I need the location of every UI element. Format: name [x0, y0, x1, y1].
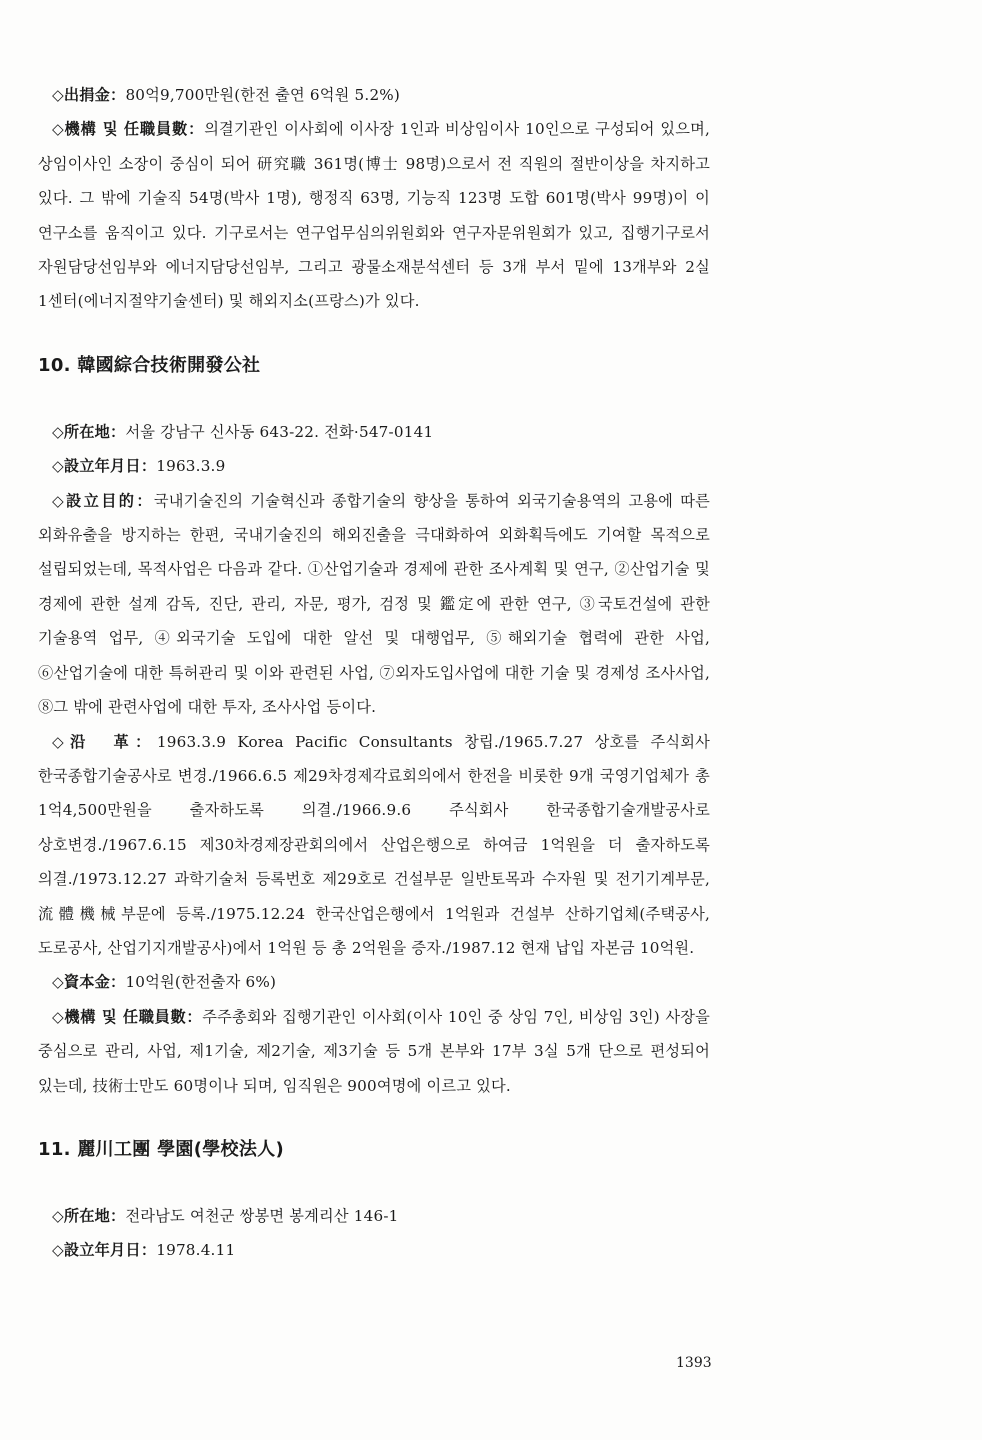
purpose-text: 국내기술진의 기술혁신과 종합기술의 향상을 통하여 외국기술용역의 고용에 따른 외화유출을 방지하는 한편, 국내기술진의 해외진출을 극대화하여 외화획득에도 기여할 목적으로 설립되었는데, 목적사업은 다음과 같다. ①산업기술과 경제에 관한 조사계획 및 연구, ②산업기술 및 경제에 관한 설계 감독, 진단, 관리, 자문, 평가, 검정 및 鑑定에 관한 연구, ③국토건설에 관한 기술용역 업무, ④외국기술 도입에 대한 알선 및 대행업무, ⑤해외기술 협력에 관한 사업, ⑥산업기술에 대한 특허관리 및 이와 관련된 사업, ⑦외자도입사업에 대한 기술 및 경제성 조사사업, ⑧그 밖에 관련사업에 대한 투자, 조사사업 등이다.	[38, 491, 710, 717]
location-paragraph-s11	[38, 1199, 710, 1233]
history-label: ◇沿 革：	[52, 732, 157, 751]
contribution-paragraph	[38, 78, 710, 112]
contribution-text: 80억9,700만원(한전 출연 6억원 5.2%)	[125, 86, 401, 104]
capital-label: ◇資本金：	[52, 973, 126, 992]
location-label-s11: ◇所在地：	[52, 1206, 126, 1225]
location-text-s11: 전라남도 여천군 쌍봉면 봉계리산 146-1	[125, 1206, 399, 1225]
location-text-s10: 서울 강남구 신사동 643-22. 전화·547-0141	[125, 422, 434, 441]
established-paragraph-s11	[38, 1233, 710, 1267]
organization-label-s10: ◇機構 및 任職員數：	[52, 1007, 203, 1026]
organization-text-s10: 주주총회와 집행기관인 이사회(이사 10인 중 상임 7인, 비상임 3인) 사장을 중심으로 관리, 사업, 제1기술, 제2기술, 제3기술 등 5개 본부와 17부 3실 5개 단으로 편성되어 있는데, 技術士만도 60명이나 되며, 임직원은 900여명에 이르고 있다.	[38, 1007, 710, 1095]
purpose-paragraph	[38, 484, 710, 725]
capital-paragraph	[38, 965, 710, 999]
organization-paragraph-s9	[38, 112, 710, 318]
section-11-title: 11. 麗川工團 學園(學校法人)	[38, 1138, 284, 1160]
organization-label-s9: ◇機構 및 任職員數：	[52, 120, 205, 139]
page-content	[38, 78, 710, 1268]
established-label-s11: ◇設立年月日：	[52, 1241, 157, 1260]
section-10-title: 10. 韓國綜合技術開發公社	[38, 354, 261, 376]
location-label-s10: ◇所在地：	[52, 422, 126, 441]
capital-text: 10억원(한전출자 6%)	[125, 973, 277, 992]
established-label-s10: ◇設立年月日：	[52, 457, 157, 476]
established-text-s10: 1963.3.9	[156, 457, 226, 476]
contribution-label: ◇出捐金：	[52, 86, 126, 104]
purpose-label: ◇設立目的：	[52, 491, 154, 510]
organization-paragraph-s10	[38, 1000, 710, 1103]
history-text: 1963.3.9 Korea Pacific Consultants 창립./1965.7.27 상호를 주식회사 한국종합기술공사로 변경./1966.6.5 제29차경제각료회의에서 한전을 비롯한 9개 국영기업체가 총 1억4,500만원을 출자하도록 의결./1966.9.6 주식회사 한국종합기술개발공사로 상호변경./1967.6.15 제30차경제장관회의에서 산업은행으로 하여금 1억원을 더 출자하도록 의결./1973.12.27 과학기술처 등록번호 제29호로 건설부문 일반토목과 수자원 및 전기기계부문, 流體機械부문에 등록./1975.12.24 한국산업은행에서 1억원과 건설부 산하기업체(주택공사, 도로공사, 산업기지개발공사)에서 1억원 등 총 2억원을 증자./1987.12 현재 납입 자본금 10억원.	[38, 732, 710, 957]
location-paragraph-s10	[38, 415, 710, 449]
established-text-s11: 1978.4.11	[156, 1241, 236, 1260]
established-paragraph-s10	[38, 449, 710, 483]
page-number: 1393	[676, 1355, 712, 1371]
history-paragraph	[38, 725, 710, 966]
organization-text-s9: 의결기관인 이사회에 이사장 1인과 비상임이사 10인으로 구성되어 있으며, 상임이사인 소장이 중심이 되어 研究職 361명(博士 98명)으로서 전 직원의 절반이상을 차지하고 있다. 그 밖에 기술직 54명(박사 1명), 행정직 63명, 기능직 123명 도합 601명(박사 99명)이 이 연구소를 움직이고 있다. 기구로서는 연구업무심의위원회와 연구자문위원회가 있고, 집행기구로서 자원담당선임부와 에너지담당선임부, 그리고 광물소재분석센터 등 3개 부서 밑에 13개부와 2실 1센터(에너지절약기술센터) 및 해외지소(프랑스)가 있다.	[38, 120, 710, 311]
